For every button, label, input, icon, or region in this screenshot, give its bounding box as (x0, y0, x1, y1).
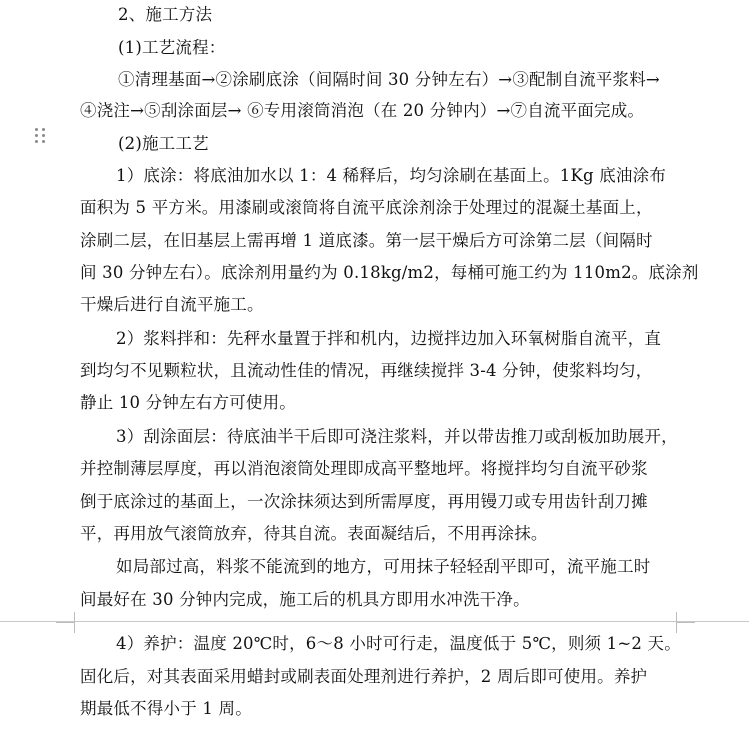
mixing-paragraph-line: 静止 10 分钟左右方可使用。 (80, 393, 296, 412)
base-coat-paragraph-line: 间 30 分钟左右）。底涂剂用量约为 0.18kg/m2，每桶可施工约为 110m2。底涂剂 (80, 263, 699, 282)
surface-coat-paragraph-line: 平，再用放气滚筒放弃，待其自流。表面凝结后，不用再涂抹。 (80, 524, 548, 543)
page-corner-mark (56, 622, 75, 633)
mixing-paragraph-line: 到均匀不见颗粒状，且流动性佳的情况，再继续搅拌 3-4 分钟，使浆料均匀， (80, 361, 653, 380)
process-flow-line-2: ④浇注→⑤刮涂面层→ ⑥专用滚筒消泡（在 20 分钟内）→⑦自流平面完成。 (80, 101, 645, 120)
curing-paragraph-line: 期最低不得小于 1 周。 (80, 699, 252, 718)
leveling-paragraph-line: 如局部过高，料浆不能流到的地方，可用抹子轻轻刮平即可，流平施工时 (116, 557, 651, 576)
drag-handle-icon[interactable] (35, 128, 47, 144)
surface-coat-paragraph-line: 3）刮涂面层：待底油半干后即可浇注浆料，并以带齿推刀或刮板加助展开， (116, 427, 678, 446)
base-coat-paragraph-line: 1）底涂：将底油加水以 1：4 稀释后，均匀涂刷在基面上。1Kg 底油涂布 (116, 166, 667, 185)
base-coat-paragraph-line: 涂刷二层，在旧基层上需再增 1 道底漆。第一层干燥后方可涂第二层（间隔时 (80, 231, 653, 250)
base-coat-paragraph-line: 面积为 5 平方米。用漆刷或滚筒将自流平底涂剂涂于处理过的混凝土基面上， (80, 198, 653, 217)
base-coat-paragraph-line: 干燥后进行自流平施工。 (80, 295, 264, 314)
curing-paragraph-line: 4）养护：温度 20℃时，6～8 小时可行走，温度低于 5℃，则须 1~2 天。 (116, 634, 681, 653)
process-flow-line-1: ①清理基面→②涂刷底涂（间隔时间 30 分钟左右）→③配制自流平浆料→ (118, 70, 660, 89)
section-heading: 2、施工方法 (118, 5, 213, 24)
subsection-heading-craft: (2)施工工艺 (118, 134, 209, 153)
surface-coat-paragraph-line: 倒于底涂过的基面上，一次涂抹须达到所需厚度，再用镘刀或专用齿针刮刀摊 (80, 492, 648, 511)
page-corner-mark (676, 622, 695, 633)
subsection-heading-process: (1)工艺流程： (118, 38, 226, 57)
leveling-paragraph-line: 间最好在 30 分钟内完成，施工后的机具方即用水冲洗干净。 (80, 590, 530, 609)
page-break-divider (0, 621, 749, 622)
mixing-paragraph-line: 2）浆料拌和：先秤水量置于拌和机内，边搅拌边加入环氧树脂自流平，直 (116, 329, 662, 348)
surface-coat-paragraph-line: 并控制薄层厚度，再以消泡滚筒处理即成高平整地坪。将搅拌均匀自流平砂浆 (80, 459, 648, 478)
curing-paragraph-line: 固化后，对其表面采用蜡封或刷表面处理剂进行养护，2 周后即可使用。养护 (80, 667, 648, 686)
